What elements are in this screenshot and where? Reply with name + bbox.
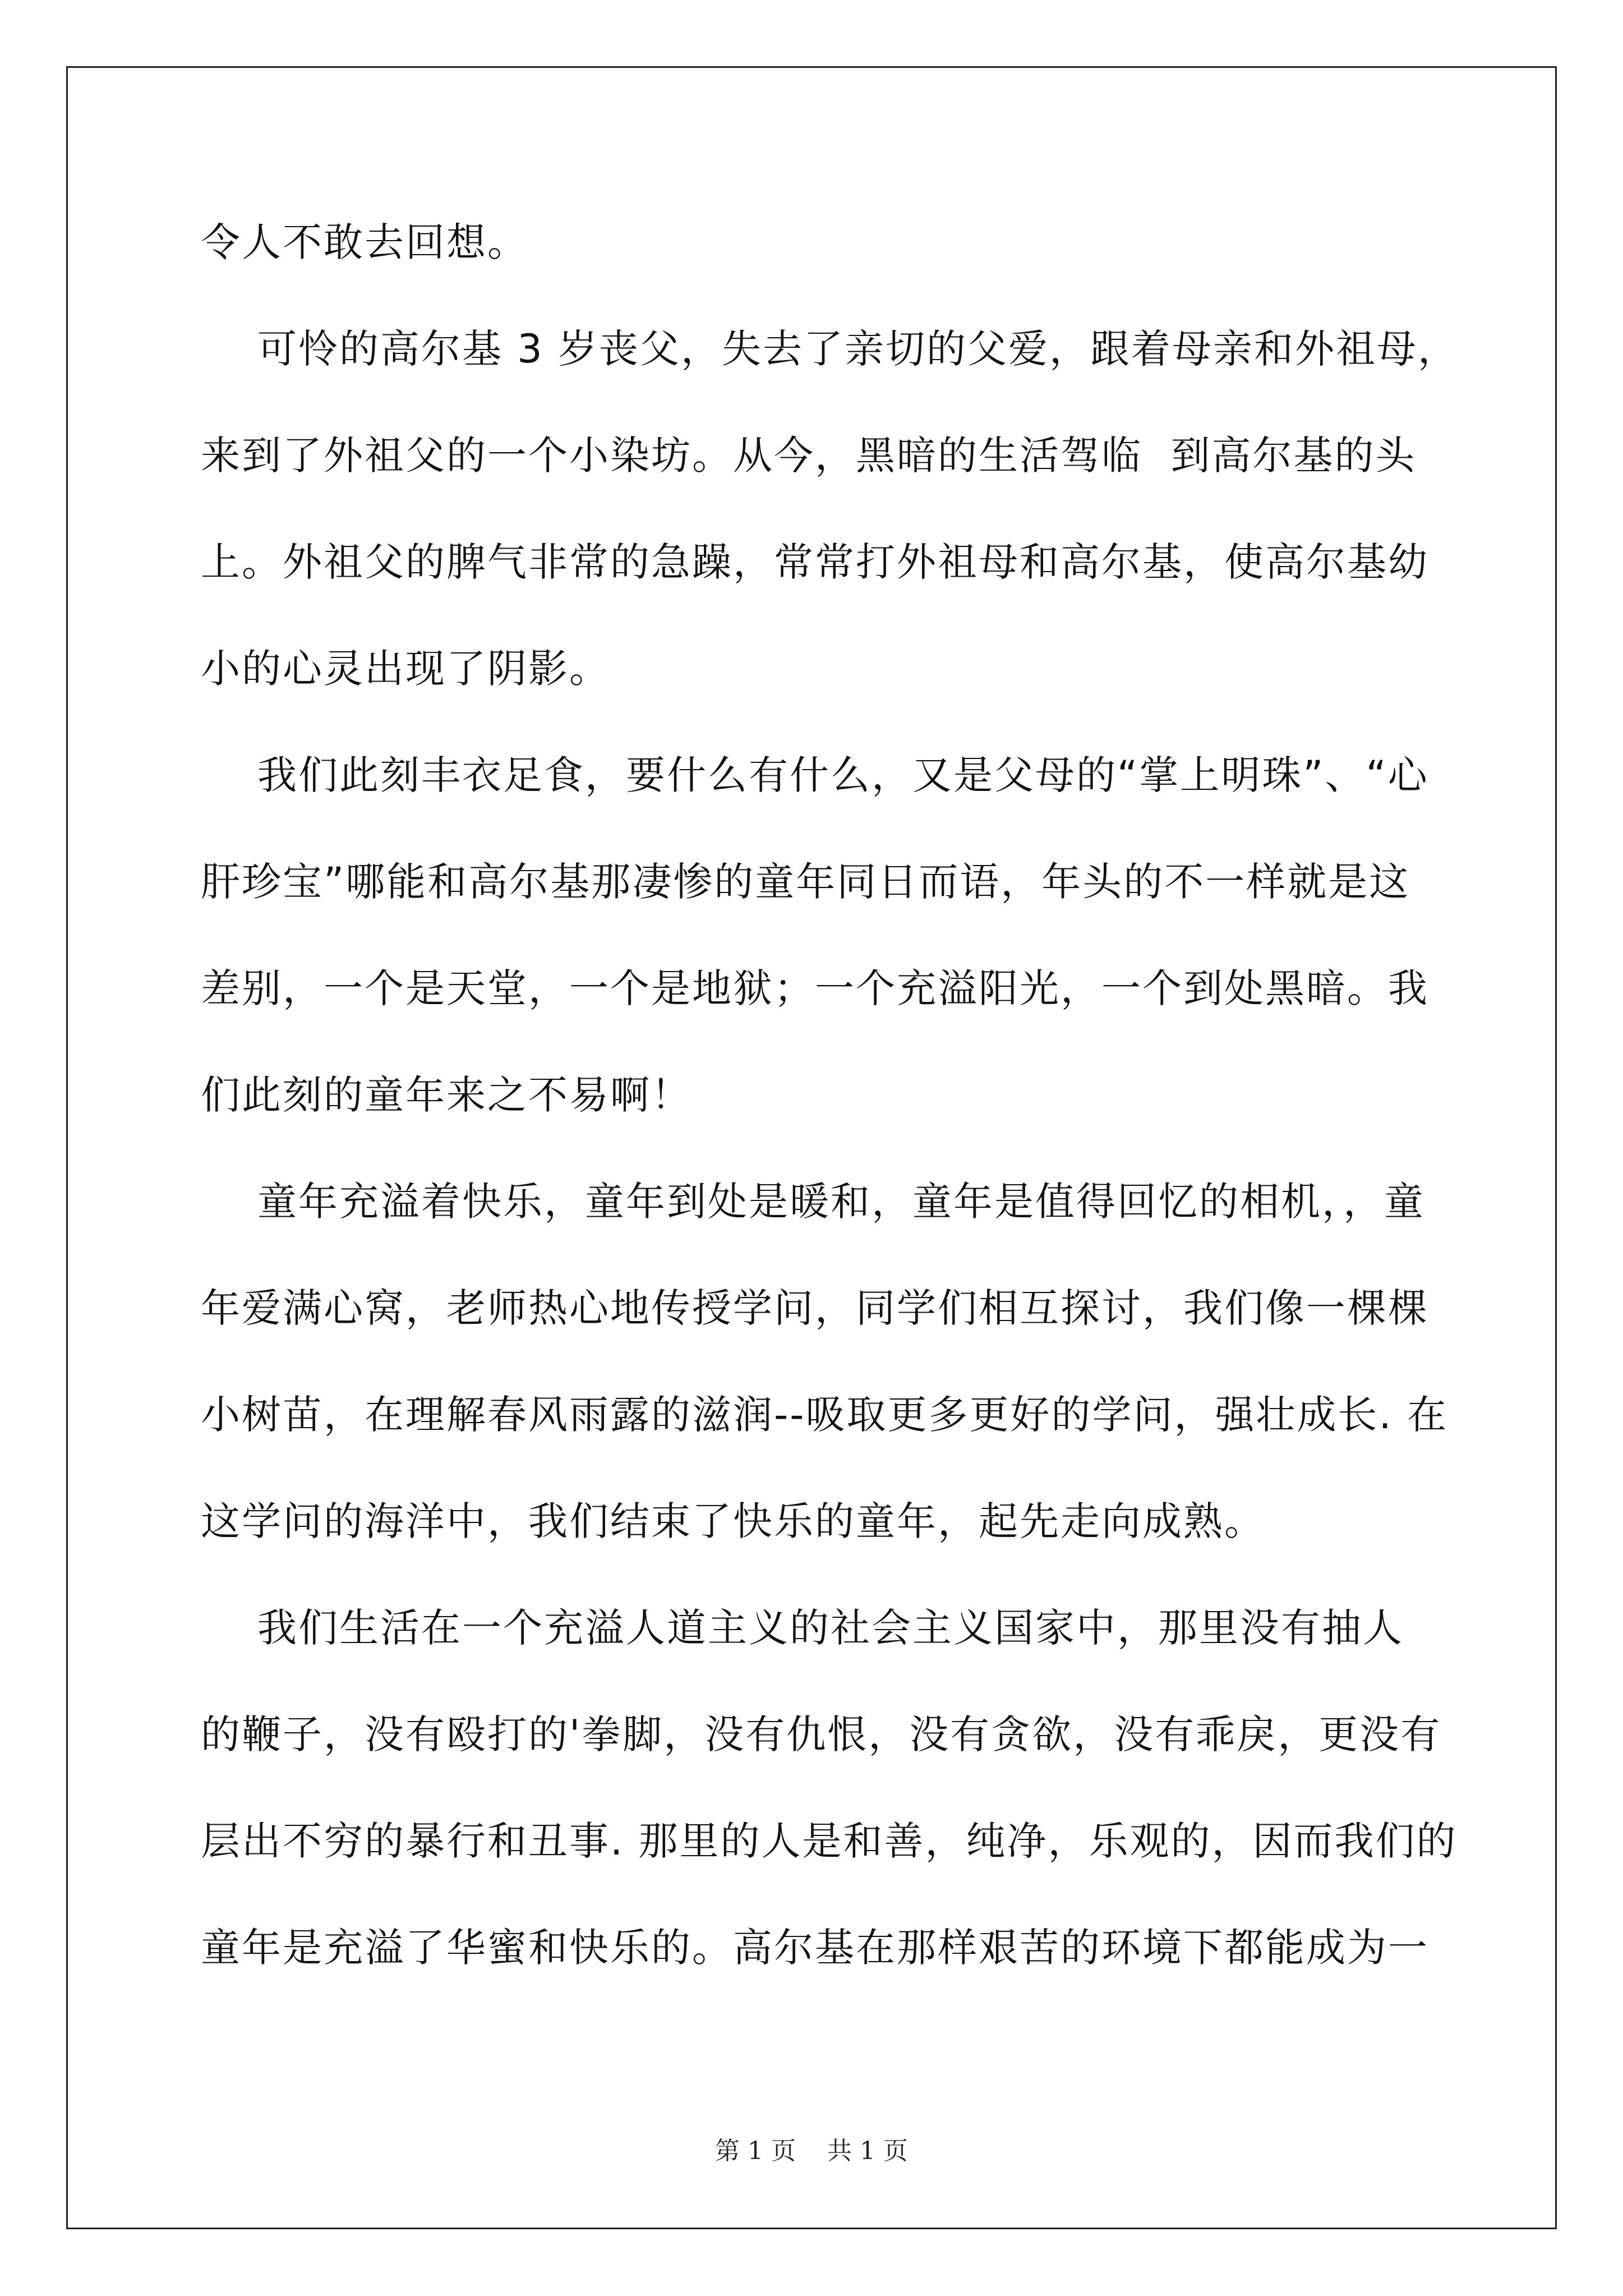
text-line: 童年是充溢了华蜜和快乐的。高尔基在那样艰苦的环境下都能成为一: [201, 1925, 1429, 1971]
page-number-footer: 第 1 页 共 1 页: [715, 2137, 908, 2165]
text-line: 肝珍宝”哪能和高尔基那凄惨的童年同日而语，年头的不一样就是这: [201, 859, 1410, 905]
text-line: 上。外祖父的脾气非常的急躁，常常打外祖母和高尔基，使高尔基幼: [201, 539, 1429, 585]
text-line: 小的心灵出现了阴影。: [201, 646, 610, 692]
text-line: 差别，一个是天堂，一个是地狱；一个充溢阳光，一个到处黑暗。我: [201, 965, 1429, 1011]
text-line: 童年充溢着快乐，童年到处是暖和，童年是值得回忆的相机，，童: [201, 1179, 1426, 1225]
text-line: 年爱满心窝，老师热心地传授学问，同学们相互探讨，我们像一棵棵: [201, 1285, 1429, 1331]
document-body: [201, 218, 1459, 2030]
text-line: 来到了外祖父的一个小染坊。从今，黑暗的生活驾临 到高尔基的头: [201, 432, 1417, 478]
text-line: 令人不敢去回想。: [201, 219, 528, 265]
text-line: 我们生活在一个充溢人道主义的社会主义国家中，那里没有抽人: [201, 1605, 1404, 1651]
text-line: 的鞭子，没有殴打的'拳脚，没有仇恨，没有贪欲，没有乖戾，更没有: [201, 1711, 1442, 1757]
text-line: 可怜的高尔基 3 岁丧父，失去了亲切的父爱，跟着母亲和外祖母，: [201, 326, 1459, 372]
text-line: 这学问的海洋中，我们结束了快乐的童年，起先走向成熟。: [201, 1498, 1265, 1544]
text-line: 小树苗，在理解春风雨露的滋润--吸取更多更好的学问，强壮成长. 在: [201, 1392, 1449, 1438]
text-line: 们此刻的童年来之不易啊！: [201, 1072, 692, 1118]
text-line: 我们此刻丰衣足食，要什么有什么，又是父母的“掌上明珠”、“心: [201, 752, 1429, 798]
text-line: 层出不穷的暴行和丑事. 那里的人是和善，纯净，乐观的，因而我们的: [201, 1818, 1458, 1864]
